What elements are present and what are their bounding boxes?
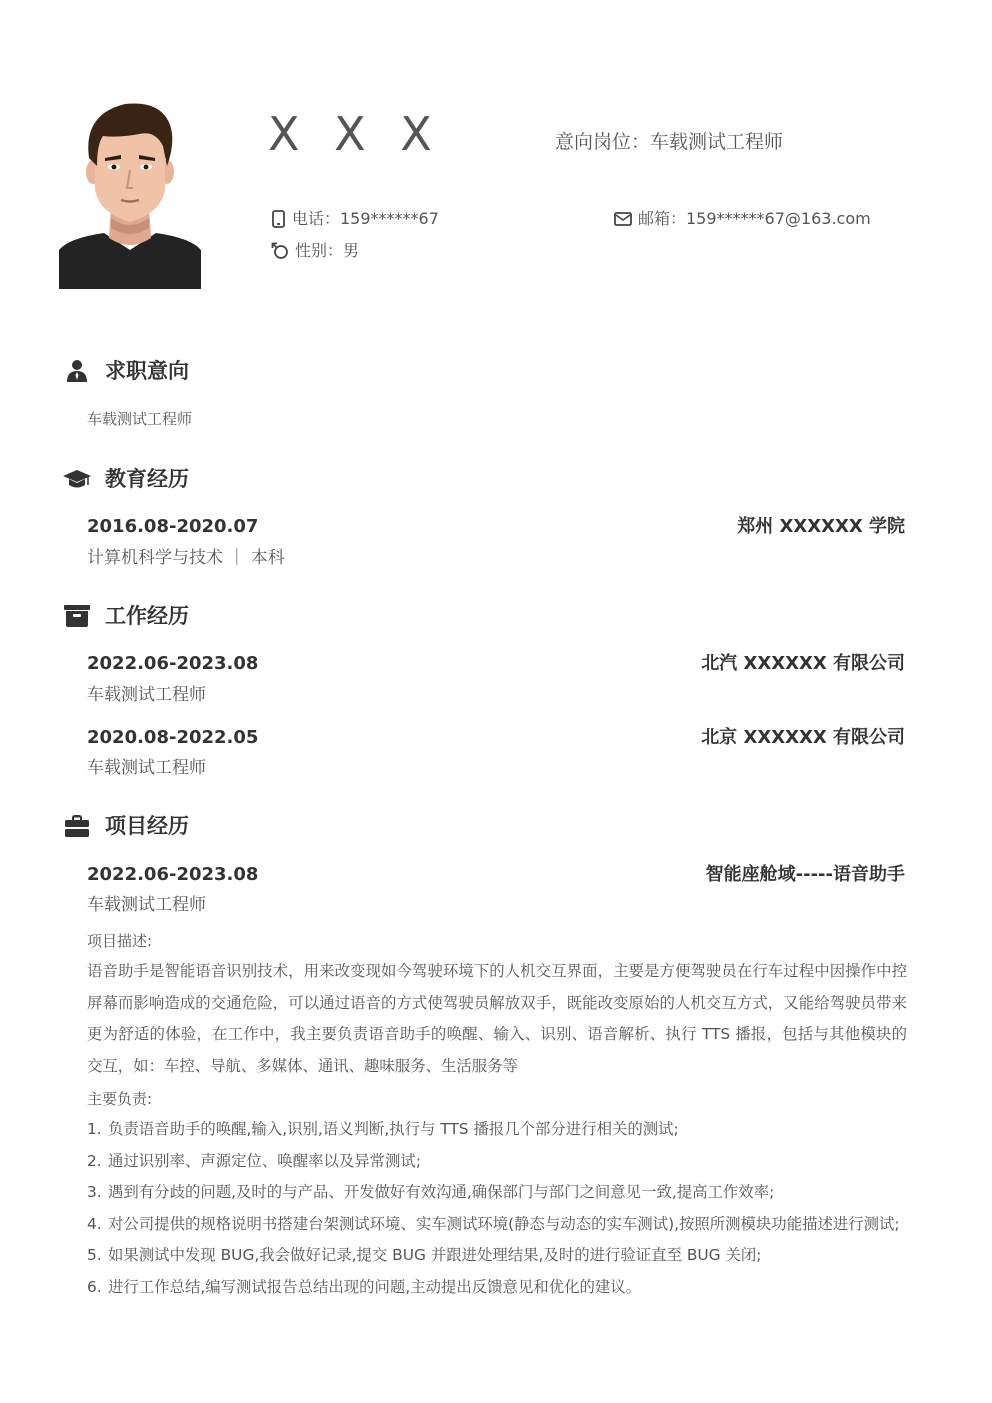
phone-icon bbox=[271, 210, 286, 228]
gender-info bbox=[271, 240, 359, 262]
education-entry bbox=[87, 514, 905, 540]
list-item-number: 2. bbox=[87, 1151, 102, 1170]
work-entry bbox=[87, 651, 905, 677]
section-work bbox=[63, 601, 189, 631]
email-info bbox=[614, 208, 871, 230]
gender-icon bbox=[271, 242, 289, 260]
section-title: 求职意向 bbox=[105, 359, 189, 383]
work-period: 2020.08-2022.05 bbox=[87, 727, 259, 748]
list-item bbox=[87, 1114, 907, 1146]
list-item bbox=[87, 1272, 907, 1304]
list-item bbox=[87, 1177, 907, 1209]
work-company: 北汽 XXXXXX 有限公司 bbox=[701, 653, 905, 674]
avatar bbox=[59, 100, 201, 289]
list-item-text: 通过识别率、声源定位、唤醒率以及异常测试; bbox=[108, 1151, 421, 1170]
work-role: 车载测试工程师 bbox=[87, 758, 206, 778]
list-item-number: 4. bbox=[87, 1214, 102, 1233]
list-item-number: 5. bbox=[87, 1246, 102, 1264]
project-description-label: 项目描述: bbox=[87, 932, 153, 950]
phone-info bbox=[271, 208, 439, 230]
section-education bbox=[63, 464, 189, 494]
project-name: 智能座舱域-----语音助手 bbox=[705, 864, 905, 885]
list-item-number: 6. bbox=[87, 1277, 102, 1296]
work-role: 车载测试工程师 bbox=[87, 685, 206, 705]
email-text: 邮箱：159******67@163.com bbox=[638, 209, 871, 228]
toolbox-icon bbox=[63, 814, 91, 838]
gender-text: 性别：男 bbox=[295, 241, 360, 260]
list-item bbox=[87, 1209, 907, 1241]
section-job-intent bbox=[63, 356, 189, 386]
responsibilities-label: 主要负责: bbox=[87, 1090, 153, 1108]
list-item-text: 如果测试中发现 BUG,我会做好记录,提交 BUG 并跟进处理结果,及时的进行验证直至 BUG 关闭; bbox=[108, 1246, 762, 1264]
mail-icon bbox=[614, 211, 632, 227]
work-entry bbox=[87, 725, 905, 751]
project-role: 车载测试工程师 bbox=[87, 895, 206, 915]
list-item-number: 1. bbox=[87, 1120, 102, 1138]
list-item-text: 进行工作总结,编写测试报告总结出现的问题,主动提出反馈意见和优化的建议。 bbox=[108, 1277, 642, 1296]
work-period: 2022.06-2023.08 bbox=[87, 653, 259, 674]
job-intent-value: 车载测试工程师 bbox=[87, 410, 193, 428]
education-school: 郑州 XXXXXX 学院 bbox=[737, 516, 905, 537]
intended-position: 意向岗位：车载测试工程师 bbox=[555, 131, 784, 153]
graduation-cap-icon bbox=[63, 467, 91, 491]
section-title: 工作经历 bbox=[105, 604, 189, 628]
project-description: 语音助手是智能语音识别技术，用来改变现如今驾驶环境下的人机交互界面，主要是方便驾驶员在行车过程中因操作中控屏幕而影响造成的交通危险，可以通过语音的方式使驾驶员解放双手，既能改变原始的人机交互方式，又能给驾驶员带来更为舒适的体验，在工作中，我主要负责语音助手的唤醒、输入、识别、语音解析、执行 TTS 播报，包括与其他模块的交互，如：车控、导航、多媒体、通讯、趣味服务、生活服务等 bbox=[87, 962, 907, 1075]
list-item-text: 负责语音助手的唤醒,输入,识别,语义判断,执行与 TTS 播报几个部分进行相关的测试; bbox=[108, 1120, 679, 1138]
education-major: 计算机科学与技术 ｜ 本科 bbox=[87, 548, 285, 568]
project-entry bbox=[87, 862, 905, 888]
phone-text: 电话：159******67 bbox=[292, 209, 439, 228]
work-company: 北京 XXXXXX 有限公司 bbox=[701, 727, 905, 748]
project-period: 2022.06-2023.08 bbox=[87, 864, 259, 885]
list-item bbox=[87, 1240, 907, 1272]
list-item-number: 3. bbox=[87, 1183, 102, 1201]
responsibilities-list bbox=[87, 1114, 907, 1303]
candidate-name: X X X bbox=[268, 107, 442, 161]
list-item-text: 对公司提供的规格说明书搭建台架测试环境、实车测试环境(静态与动态的实车测试),按照所测模块功能描述进行测试; bbox=[108, 1214, 900, 1233]
list-item-text: 遇到有分歧的问题,及时的与产品、开发做好有效沟通,确保部门与部门之间意见一致,提高工作效率; bbox=[108, 1183, 775, 1201]
education-period: 2016.08-2020.07 bbox=[87, 516, 259, 537]
section-project bbox=[63, 811, 189, 841]
list-item bbox=[87, 1146, 907, 1178]
section-title: 项目经历 bbox=[105, 814, 189, 838]
person-icon bbox=[63, 359, 91, 383]
briefcase-icon bbox=[63, 604, 91, 628]
section-title: 教育经历 bbox=[105, 467, 189, 491]
